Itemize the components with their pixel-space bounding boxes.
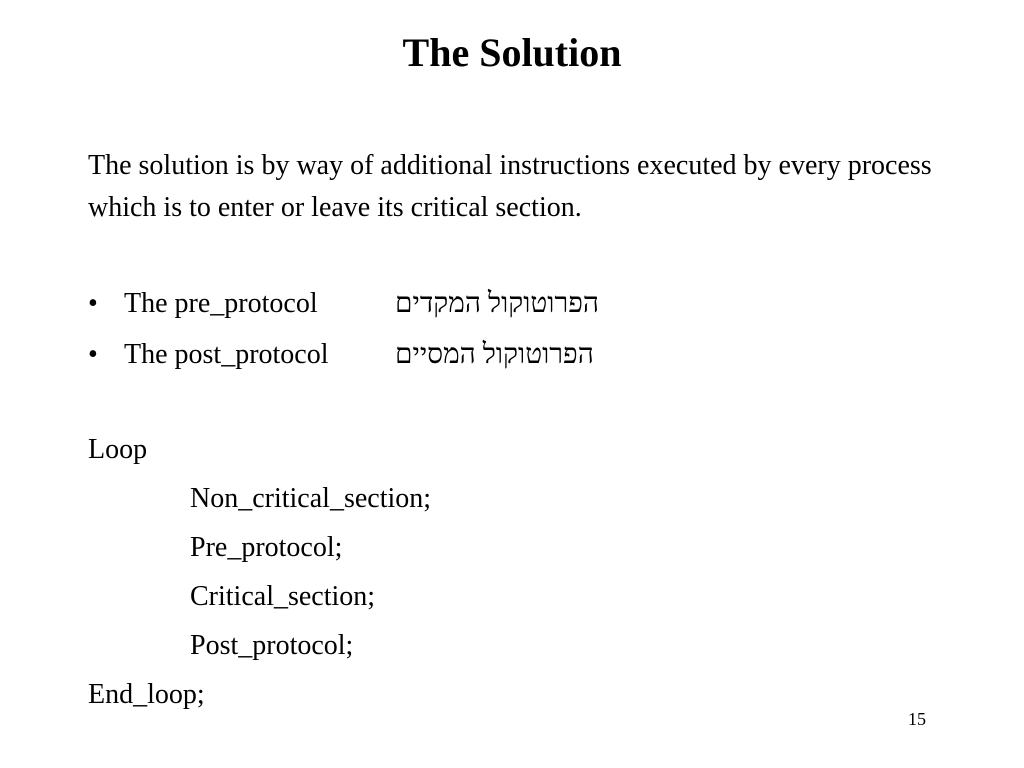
code-line-critical-section: Critical_section; (190, 581, 376, 612)
bullet-icon: • (88, 339, 98, 370)
bullet-icon: • (88, 288, 98, 319)
code-line-non-critical-section: Non_critical_section; (190, 483, 432, 514)
pseudocode-block (88, 428, 431, 722)
bullet-label: The pre_protocol (124, 288, 318, 319)
code-line-loop-start: Loop (88, 434, 148, 465)
slide-title: The Solution (402, 30, 622, 75)
code-line-pre-protocol: Pre_protocol; (190, 532, 343, 563)
page-number: 15 (908, 709, 926, 729)
bullet-hebrew-label: הפרוטוקול המקדים (395, 288, 599, 319)
code-line-loop-end: End_loop; (88, 679, 205, 710)
bullet-hebrew-label: הפרוטוקול המסיים (395, 339, 594, 370)
intro-paragraph: The solution is by way of additional instructions executed by every process which is to enter or leave its critical section. (88, 150, 932, 223)
code-line-post-protocol: Post_protocol; (190, 630, 354, 661)
bullet-label: The post_protocol (124, 339, 329, 370)
